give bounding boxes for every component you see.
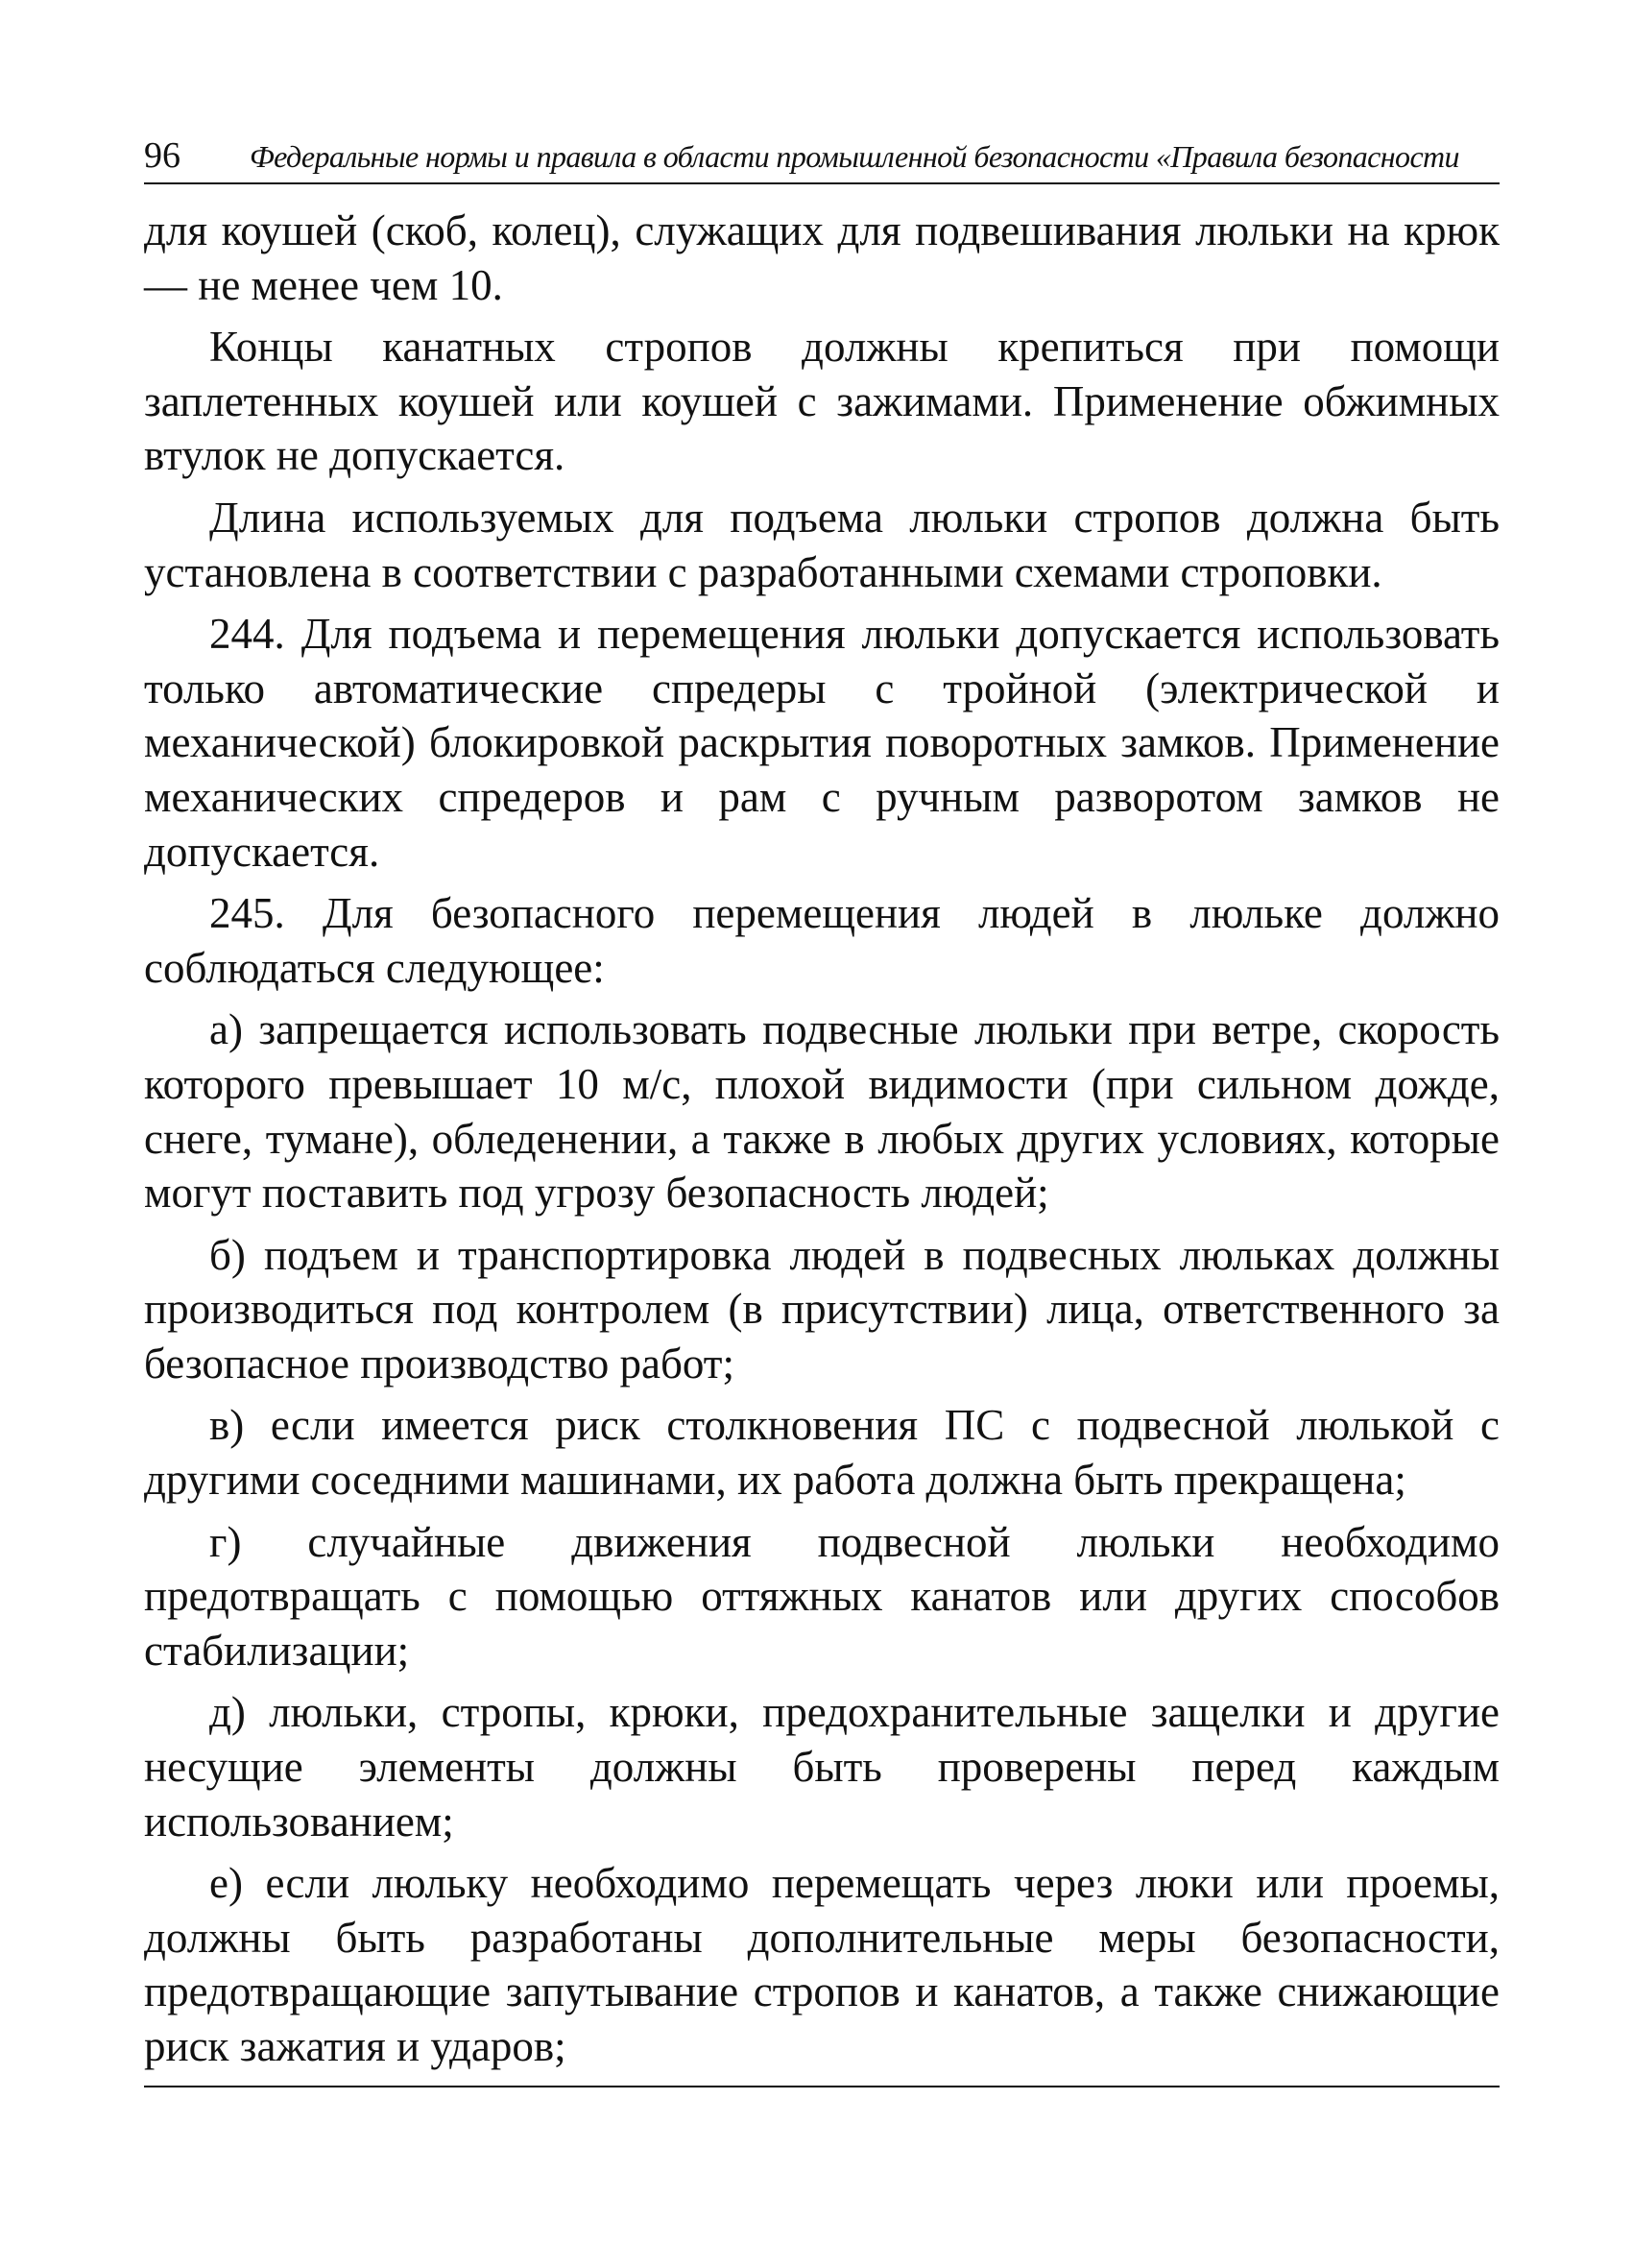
list-item-d: д) люльки, стропы, крюки, предохранительные защелки и другие несущие элементы должны быть проверены перед каждым использованием; <box>144 1688 1500 1846</box>
running-header <box>144 134 1500 184</box>
paragraph-item-245: 245. Для безопасного перемещения людей в люльке должно соблюдаться следующее: <box>144 889 1500 992</box>
list-item-v: в) если имеется риск столкновения ПС с подвесной люлькой с другими соседними машинами, их работа должна быть прекращена; <box>144 1401 1500 1505</box>
list-item-a: а) запрещается использовать подвесные люльки при ветре, скорость которого превышает 10 м/с, плохой видимости (при сильном дожде, снеге, тумане), обледенении, а также в любых других условиях, которые могут поставить под угрозу безопасность людей; <box>144 1005 1500 1218</box>
paragraph-item-244: 244. Для подъема и перемещения люльки допускается использовать только автоматические спредеры с тройной (электрической и механической) блокировкой раскрытия поворотных замков. Применение механических спредеров и рам с ручным разворотом замков не допускается. <box>144 610 1500 876</box>
paragraph: для коушей (скоб, колец), служащих для подвешивания люльки на крюк — не менее чем 10. <box>144 206 1500 309</box>
bottom-rule <box>144 2086 1500 2087</box>
running-header-title: Федеральные нормы и правила в области промышленной безопасности «Правила безопасности <box>250 139 1459 174</box>
paragraph: Концы канатных стропов должны крепиться при помощи заплетенных коушей или коушей с зажимами. Применение обжимных втулок не допускается. <box>144 323 1500 480</box>
list-item-g: г) случайные движения подвесной люльки необходимо предотвращать с помощью оттяжных канатов или других способов стабилизации; <box>144 1517 1500 1675</box>
body-text <box>144 204 1500 2074</box>
page-number: 96 <box>144 135 180 176</box>
list-item-e: е) если люльку необходимо перемещать через люки или проемы, должны быть разработаны дополнительные меры безопасности, предотвращающие запутывание стропов и канатов, а также снижающие риск зажатия и ударов; <box>144 1859 1500 2070</box>
list-item-b: б) подъем и транспортировка людей в подвесных люльках должны производиться под контролем (в присутствии) лица, ответственного за безопасное производство работ; <box>144 1230 1500 1387</box>
paragraph: Длина используемых для подъема люльки стропов должна быть установлена в соответствии с разработанными схемами строповки. <box>144 493 1500 596</box>
document-page <box>144 134 1500 2087</box>
